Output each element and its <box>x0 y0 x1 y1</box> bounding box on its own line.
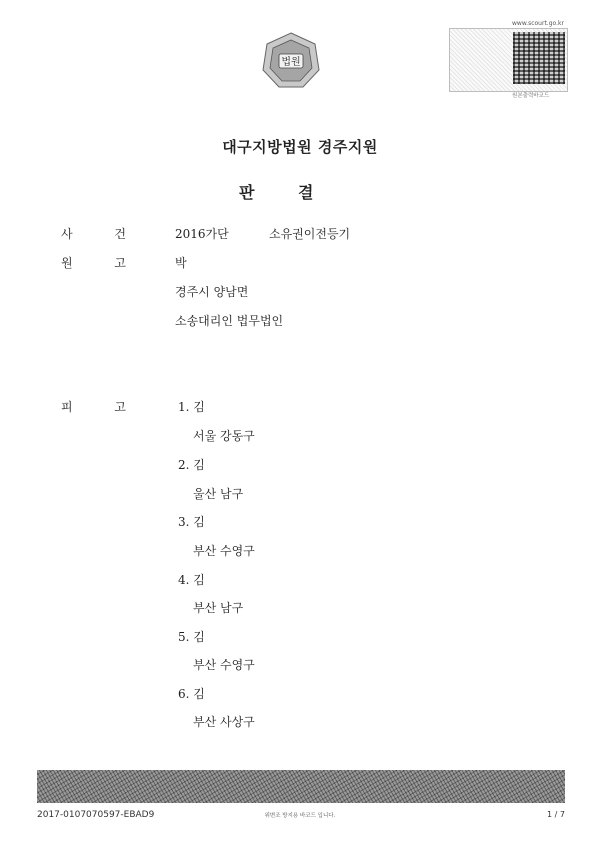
case-number: 2016가단 <box>175 227 229 241</box>
page-number: 1 / 7 <box>547 810 565 819</box>
qr-code-icon <box>513 32 565 84</box>
court-name: 대구지방법원 경주지원 <box>222 138 378 156</box>
defendant-label: 피 고 <box>61 400 126 414</box>
defendant-address: 울산 남구 <box>193 487 244 501</box>
defendant-item: 6. 김 <box>178 687 205 701</box>
document-type: 판 결 <box>239 183 314 202</box>
emblem-text: 법원 <box>281 57 301 68</box>
barcode-caption: 원본출력바코드 <box>512 93 550 99</box>
defendant-address: 부산 남구 <box>193 601 244 615</box>
defendant-item: 1. 김 <box>178 400 205 414</box>
anti-forgery-barcode <box>37 770 565 803</box>
case-name: 소유권이전등기 <box>269 227 351 241</box>
plaintiff-label: 원 고 <box>61 256 126 270</box>
defendant-address: 부산 수영구 <box>193 544 255 558</box>
defendant-address: 부산 사상구 <box>193 715 255 729</box>
case-label: 사 건 <box>61 227 126 241</box>
document-code: 2017-0107070597-EBAD9 <box>37 810 155 820</box>
defendant-address: 부산 수영구 <box>193 658 255 672</box>
defendant-item: 3. 김 <box>178 515 205 529</box>
plaintiff-address: 경주시 양남면 <box>175 285 249 299</box>
defendant-item: 2. 김 <box>178 458 205 472</box>
barcode-notice: 위변조 방지용 바코드 입니다. <box>264 813 336 819</box>
defendant-item: 5. 김 <box>178 630 205 644</box>
original-output-barcode <box>449 28 568 92</box>
plaintiff-name: 박 <box>175 256 187 270</box>
court-emblem-icon <box>259 30 323 90</box>
plaintiff-representative: 소송대리인 법무법인 <box>175 314 284 328</box>
court-url: www.scourt.go.kr <box>512 20 564 27</box>
defendant-item: 4. 김 <box>178 573 205 587</box>
defendant-address: 서울 강동구 <box>193 429 255 443</box>
